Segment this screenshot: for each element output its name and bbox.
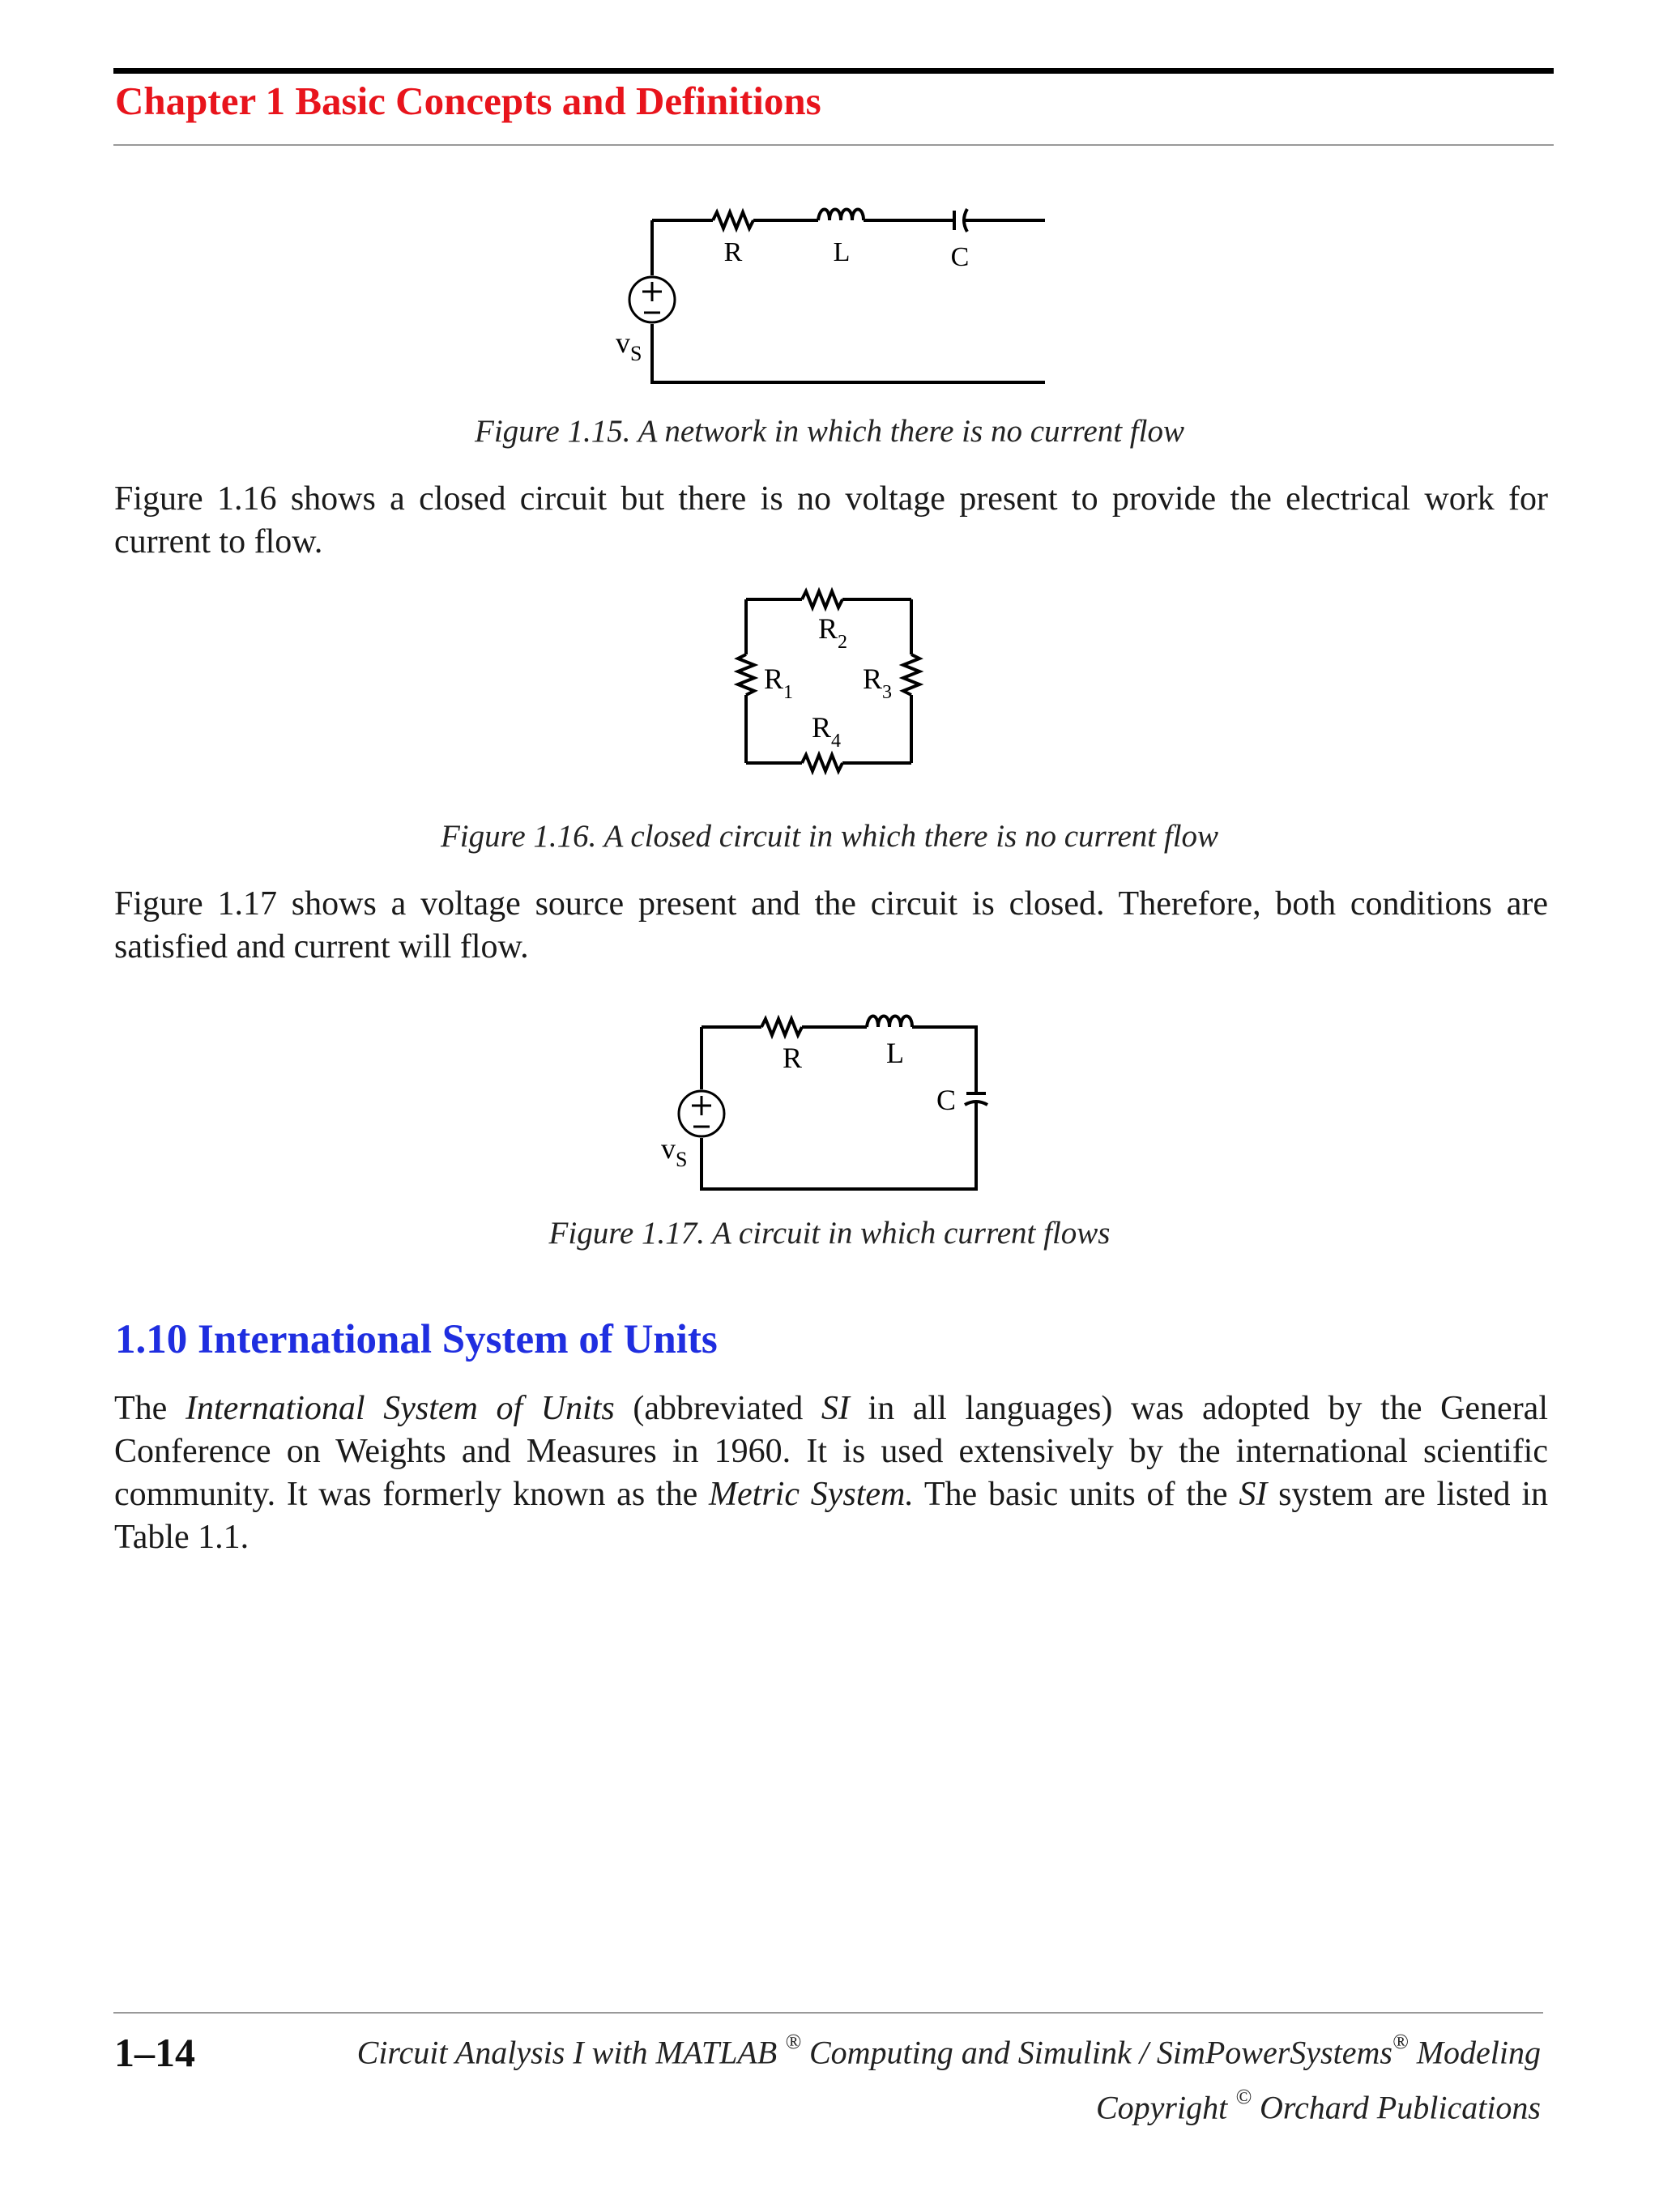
source-label-subscript: S bbox=[630, 342, 642, 365]
section-paragraph: The International System of Units (abbreviated SI in all languages) was adopted by the General Conference on Weights and Measures in 1960. It is used extensively by the international scientific community. It was formerly known as the Metric System. The basic units of the SI system are listed in Table 1.1. bbox=[114, 1390, 1548, 1556]
figure-1-15-circuit bbox=[591, 194, 1061, 389]
capacitor-label: C bbox=[936, 1084, 957, 1116]
source-label-v: v bbox=[616, 326, 630, 359]
resistor-label: R bbox=[723, 237, 743, 267]
figure-1-17-caption: Figure 1.17. A circuit in which current flows bbox=[548, 1216, 1111, 1251]
inductor-label: L bbox=[886, 1037, 904, 1069]
figure-1-16-circuit bbox=[717, 575, 960, 794]
source-label-v: v bbox=[661, 1132, 676, 1165]
resistor-label: R bbox=[782, 1042, 803, 1074]
page-number: 1–14 bbox=[114, 2030, 195, 2075]
figure-1-17-circuit bbox=[648, 1004, 1004, 1199]
header-rule bbox=[113, 144, 1554, 146]
figure-1-16-caption: Figure 1.16. A closed circuit in which there is no current flow bbox=[440, 819, 1219, 854]
inductor-label: L bbox=[833, 237, 851, 267]
r4-label: $R_4$ bbox=[812, 711, 842, 752]
chapter-header: Chapter 1 Basic Concepts and Definitions bbox=[115, 79, 821, 123]
paragraph-figure-1-17: Figure 1.17 shows a voltage source present and the circuit is closed. Therefore, both conditions are satisfied and current will flow. bbox=[114, 885, 1548, 965]
source-label-subscript: S bbox=[676, 1148, 688, 1171]
section-heading: 1.10 International System of Units bbox=[115, 1317, 718, 1362]
capacitor-label: C bbox=[950, 242, 970, 272]
r3-label: $R_3$ bbox=[863, 663, 893, 703]
r2-label: $R_2$ bbox=[818, 612, 848, 653]
figure-1-15-caption: Figure 1.15. A network in which there is no current flow bbox=[475, 414, 1184, 449]
footer-copyright: Copyright © Orchard Publications bbox=[1095, 2085, 1541, 2126]
header-top-rule bbox=[113, 68, 1554, 74]
paragraph-figure-1-16: Figure 1.16 shows a closed circuit but there is no voltage present to provide the electrical work for current to flow. bbox=[114, 480, 1548, 560]
footer-rule bbox=[113, 2012, 1543, 2014]
footer-book-title: Circuit Analysis I with MATLAB ® Computing and Simulink / SimPowerSystems® Modeling bbox=[356, 2030, 1541, 2071]
r1-label: $R_1$ bbox=[764, 663, 794, 703]
